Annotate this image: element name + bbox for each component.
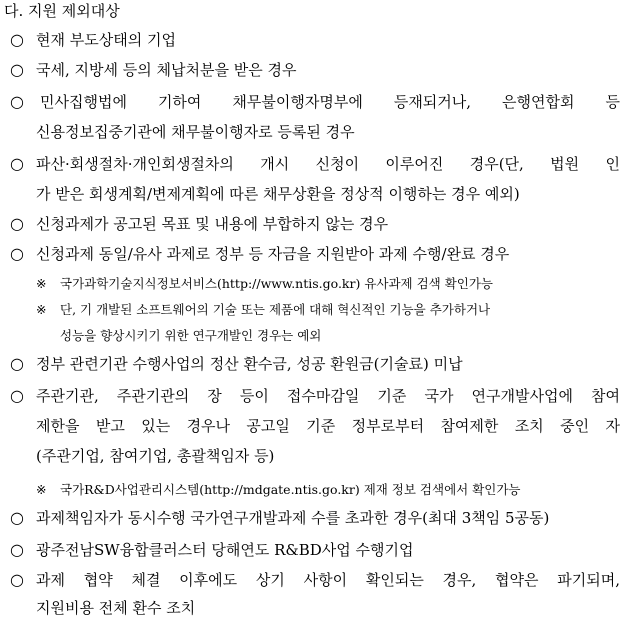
bullet-circle-icon: ○	[10, 354, 24, 373]
bullet-circle-icon: ○	[10, 386, 24, 405]
list-item-text: 현재 부도상태의 기업	[36, 31, 176, 49]
bullet-circle-icon: ○	[10, 244, 24, 263]
list-item-text: 신청과제 동일/유사 과제로 정부 등 자금을 지원받아 과제 수행/완료 경우	[36, 245, 510, 263]
note-text: 국가R&D사업관리시스템(http://mdgate.ntis.go.kr) 제재 정보 검색에서 확인가능	[60, 482, 521, 497]
list-item-text: 주관기관, 주관기관의 장 등이 접수마감일 기준 국가 연구개발사업에 참여	[36, 387, 620, 405]
bullet-circle-icon: ○	[10, 30, 24, 49]
note-reference-icon: ※	[36, 482, 47, 497]
note-reference-icon: ※	[36, 302, 47, 317]
list-item-text-continued: (주관기업, 참여기업, 총괄책임자 등)	[36, 447, 275, 465]
list-item-text: 신청과제가 공고된 목표 및 내용에 부합하지 않는 경우	[36, 215, 389, 233]
bullet-circle-icon: ○	[10, 92, 24, 111]
list-item-text: 정부 관련기관 수행사업의 정산 환수금, 성공 환원금(기술료) 미납	[36, 355, 463, 373]
bullet-circle-icon: ○	[10, 508, 24, 527]
note-text: 단, 기 개발된 소프트웨어의 기술 또는 제품에 대해 혁신적인 기능을 추가하거나	[60, 302, 491, 317]
note-reference-icon: ※	[36, 276, 47, 291]
list-item-text: 과제 협약 체결 이후에도 상기 사항이 확인되는 경우, 협약은 파기되며,	[36, 571, 620, 589]
list-item-text: 국세, 지방세 등의 체납처분을 받은 경우	[36, 61, 297, 79]
section-title: 다. 지원 제외대상	[4, 2, 120, 20]
note-text: 국가과학기술지식정보서비스(http://www.ntis.go.kr) 유사과제 검색 확인가능	[60, 276, 494, 291]
bullet-circle-icon: ○	[10, 540, 24, 559]
note-text-continued: 성능을 향상시키기 위한 연구개발인 경우는 예외	[60, 328, 322, 343]
list-item-text-continued: 신용정보집중기관에 채무불이행자로 등록된 경우	[36, 123, 355, 141]
bullet-circle-icon: ○	[10, 60, 24, 79]
list-item-text: 광주전남SW융합클러스터 당해연도 R&BD사업 수행기업	[36, 541, 414, 559]
bullet-circle-icon: ○	[10, 154, 24, 173]
bullet-circle-icon: ○	[10, 214, 24, 233]
list-item-text-continued: 가 받은 회생계획/변제계획에 따른 채무상환을 정상적 이행하는 경우 예외)	[36, 185, 520, 203]
bullet-circle-icon: ○	[10, 570, 24, 589]
list-item-text: 민사집행법에 기하여 채무불이행자명부에 등재되거나, 은행연합회 등	[40, 93, 620, 111]
list-item-text-continued: 지원비용 전체 환수 조치	[36, 599, 196, 617]
list-item-text-continued: 제한을 받고 있는 경우나 공고일 기준 정부로부터 참여제한 조치 중인 자	[36, 417, 620, 435]
list-item-text: 파산·회생절차·개인회생절차의 개시 신청이 이루어진 경우(단, 법원 인	[36, 155, 620, 173]
list-item-text: 과제책임자가 동시수행 국가연구개발과제 수를 초과한 경우(최대 3책임 5공동)	[36, 509, 550, 527]
